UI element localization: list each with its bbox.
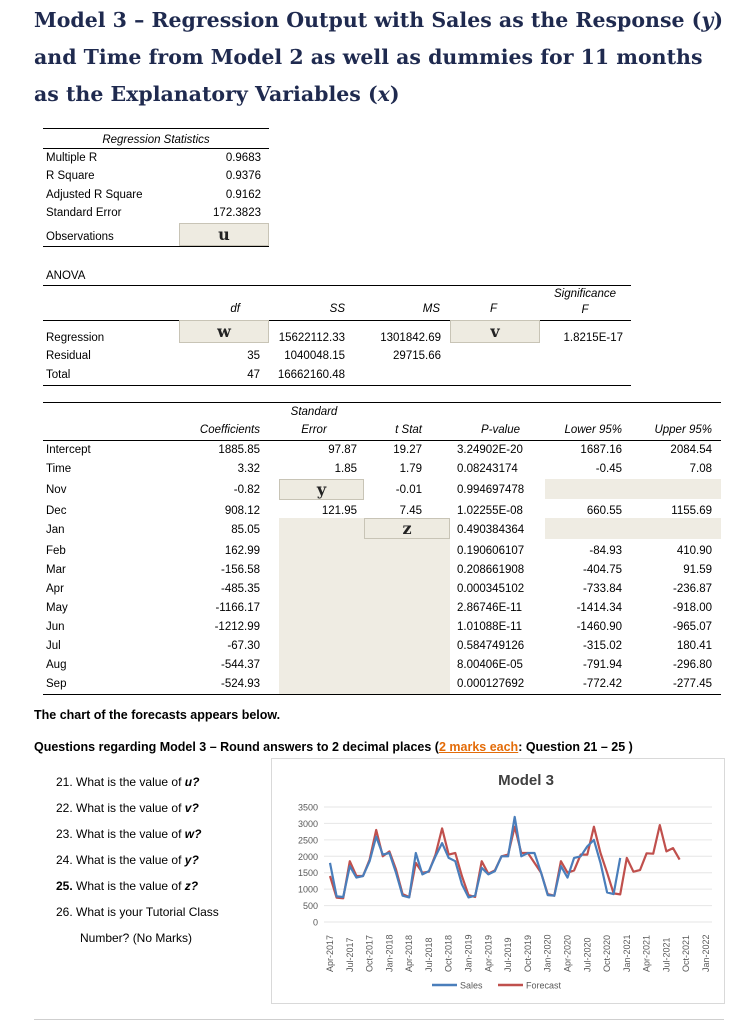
- coef-cell-t: 19.27: [393, 444, 422, 456]
- x-tick-label: Jan-2019: [463, 934, 474, 972]
- coef-cell-hi: -918.00: [672, 602, 712, 614]
- coef-cell-p: 0.490384364: [457, 524, 525, 536]
- x-tick-label: Apr-2018: [404, 934, 415, 972]
- x-tick-label: Jul-2018: [423, 937, 434, 972]
- coef-row-label: Mar: [46, 564, 66, 576]
- coef-cell-hi: 180.41: [676, 640, 712, 652]
- sales-series-line: [330, 817, 620, 898]
- coef-header-tstat: t Stat: [395, 424, 422, 436]
- anova-blank-v: v: [450, 320, 540, 343]
- coef-row-label: Jun: [46, 621, 65, 633]
- coef-row-label: Jul: [46, 640, 61, 652]
- coef-cell-hi: 410.90: [676, 545, 712, 557]
- y-tick-label: 2000: [297, 851, 318, 862]
- coef-cell-coef: 3.32: [237, 463, 260, 475]
- x-tick-label: Jan-2018: [384, 934, 395, 972]
- question-23: 23. What is the value of w?: [56, 827, 202, 841]
- coef-cell-lo: -84.93: [589, 545, 622, 557]
- coef-header-lower95: Lower 95%: [564, 424, 622, 436]
- coef-row-label: Time: [46, 463, 72, 475]
- coef-cell-coef: 1885.85: [218, 444, 260, 456]
- coef-cell-coef: -524.93: [220, 678, 260, 690]
- coef-cell-coef: -1166.17: [215, 602, 260, 614]
- question-21: 21. What is the value of u?: [56, 775, 200, 789]
- marks-note: 2 marks each: [438, 740, 519, 754]
- anova-df: 47: [247, 369, 260, 381]
- question-26-continued: Number? (No Marks): [80, 931, 193, 945]
- coef-cell-p: 0.994697478: [457, 484, 525, 496]
- question-25: 25. What is the value of z?: [56, 879, 199, 893]
- forecast-chart: [271, 758, 725, 1004]
- coef-row-label: Apr: [46, 583, 64, 595]
- coef-row-label: Sep: [46, 678, 67, 690]
- coef-cell-t: 1.79: [399, 463, 422, 475]
- coef-cell-coef: -0.82: [233, 484, 260, 496]
- coef-cell-lo: -1460.90: [576, 621, 622, 633]
- coef-cell-hi: -236.87: [672, 583, 712, 595]
- coef-cell-p: 8.00406E-05: [457, 659, 523, 671]
- question-24: 24. What is the value of y?: [56, 853, 199, 867]
- coef-cell-p: 0.208661908: [457, 564, 525, 576]
- coef-cell-lo: 660.55: [586, 505, 622, 517]
- x-tick-label: Apr-2019: [483, 934, 494, 972]
- coef-cell-p: 3.24902E-20: [457, 444, 523, 456]
- coef-cell-coef: 85.05: [231, 524, 260, 536]
- coef-cell-se: 97.87: [328, 444, 357, 456]
- coef-cell-lo: -772.42: [582, 678, 622, 690]
- anova-heading: ANOVA: [46, 270, 86, 282]
- y-tick-label: 3000: [297, 818, 318, 829]
- x-tick-label: Jul-2017: [344, 937, 355, 972]
- legend-forecast-label: Forecast: [526, 980, 562, 991]
- coef-cell-lo: 1687.16: [580, 444, 622, 456]
- coef-cell-lo: -733.84: [582, 583, 622, 595]
- anova-significance: 1.8215E-17: [563, 332, 623, 344]
- chart-title: Model 3: [498, 772, 554, 789]
- x-tick-label: Apr-2017: [325, 934, 335, 972]
- reg-stat-label: R Square: [46, 170, 95, 182]
- coef-cell-p: 1.01088E-11: [457, 621, 523, 633]
- coef-cell-t: -0.01: [395, 484, 422, 496]
- coef-cell-p: 0.190606107: [457, 545, 525, 557]
- coef-cell-lo: -1414.34: [576, 602, 622, 614]
- blank-nov-interval: [545, 479, 721, 499]
- coef-cell-lo: -315.02: [582, 640, 622, 652]
- coef-cell-p: 0.000127692: [457, 678, 525, 690]
- coef-header-coefficients: Coefficients: [199, 424, 260, 436]
- y-tick-label: 1500: [297, 868, 318, 879]
- x-tick-label: Jan-2022: [701, 934, 711, 972]
- x-tick-label: Apr-2020: [562, 934, 573, 972]
- coef-header-pvalue: P-value: [481, 424, 520, 436]
- anova-ms: 29715.66: [393, 350, 441, 362]
- y-tick-label: 500: [302, 901, 318, 912]
- questions-heading: Questions regarding Model 3 – Round answers to 2 decimal places (2 marks each: Question 21 – 25 ): [34, 740, 633, 754]
- observations-blank-u: u: [179, 223, 269, 246]
- x-tick-label: Oct-2020: [602, 934, 613, 972]
- anova-ss: 16662160.48: [277, 369, 345, 381]
- y-tick-label: 0: [312, 917, 318, 928]
- question-26: 26. What is your Tutorial Class: [56, 905, 219, 919]
- x-tick-label: Jul-2020: [582, 937, 593, 972]
- coef-cell-p: 0.584749126: [457, 640, 525, 652]
- reg-stat-label: Adjusted R Square: [46, 189, 143, 201]
- coef-cell-p: 0.08243174: [457, 463, 518, 475]
- coef-cell-coef: -1212.99: [214, 621, 260, 633]
- coef-header-standard: Standard: [290, 406, 338, 418]
- anova-row-label: Regression: [46, 332, 105, 344]
- coef-cell-hi: -296.80: [672, 659, 712, 671]
- coef-row-label: Intercept: [46, 444, 91, 456]
- anova-ms: 1301842.69: [380, 332, 441, 344]
- y-tick-label: 2500: [297, 835, 318, 846]
- coef-cell-lo: -0.45: [595, 463, 622, 475]
- coef-cell-hi: -277.45: [672, 678, 712, 690]
- reg-stat-value: 172.3823: [213, 207, 261, 219]
- x-tick-label: Oct-2018: [443, 934, 454, 972]
- coef-row-label: Aug: [46, 659, 67, 671]
- blank-tstat-column: [364, 539, 450, 694]
- anova-ss: 1040048.15: [284, 350, 345, 362]
- reg-stats-heading: Regression Statistics: [102, 134, 210, 146]
- coef-cell-coef: 908.12: [224, 505, 260, 517]
- chart-note: The chart of the forecasts appears below.: [34, 708, 281, 722]
- coef-cell-coef: 162.99: [224, 545, 260, 557]
- coef-cell-hi: 91.59: [683, 564, 712, 576]
- anova-ss: 15622112.33: [278, 332, 345, 344]
- coef-cell-hi: 7.08: [689, 463, 712, 475]
- x-tick-label: Jan-2021: [621, 934, 632, 972]
- coef-cell-p: 0.000345102: [457, 583, 525, 595]
- reg-stat-label: Multiple R: [46, 152, 98, 164]
- coef-cell-coef: -67.30: [227, 640, 260, 652]
- coef-blank-y: y: [279, 479, 364, 500]
- anova-header-ss: SS: [329, 303, 345, 315]
- reg-stat-value: 0.9683: [225, 152, 261, 164]
- coef-row-label: Jan: [46, 524, 65, 536]
- x-tick-label: Jul-2019: [503, 937, 514, 972]
- x-tick-label: Jul-2021: [661, 937, 672, 972]
- coef-header-upper95: Upper 95%: [654, 424, 712, 436]
- chart-svg: [272, 759, 724, 1003]
- coef-cell-p: 2.86746E-11: [457, 602, 523, 614]
- page-divider: [34, 1019, 724, 1020]
- coef-cell-se: 121.95: [321, 505, 357, 517]
- reg-stat-value: 0.9162: [225, 189, 261, 201]
- anova-header-f: F: [489, 303, 497, 315]
- coef-row-label: May: [46, 602, 68, 614]
- coef-cell-hi: 1155.69: [671, 505, 712, 517]
- anova-blank-w: w: [179, 320, 269, 343]
- observations-label: Observations: [46, 231, 114, 243]
- anova-row-label: Residual: [46, 350, 91, 362]
- coef-cell-lo: -404.75: [582, 564, 622, 576]
- coef-cell-hi: -965.07: [672, 621, 712, 633]
- legend-sales-label: Sales: [460, 980, 483, 991]
- coef-row-label: Dec: [46, 505, 67, 517]
- anova-df: 35: [247, 350, 260, 362]
- x-tick-label: Jan-2020: [542, 934, 553, 972]
- question-22: 22. What is the value of v?: [56, 801, 199, 815]
- x-tick-label: Apr-2021: [641, 934, 652, 972]
- x-tick-label: Oct-2019: [522, 934, 533, 972]
- blank-jan-interval: [545, 518, 721, 539]
- reg-stat-label: Standard Error: [46, 207, 122, 219]
- coef-cell-coef: -485.35: [220, 583, 260, 595]
- coef-cell-se: 1.85: [334, 463, 357, 475]
- reg-stat-value: 0.9376: [225, 170, 261, 182]
- anova-row-label: Total: [46, 369, 71, 381]
- x-tick-label: Oct-2021: [681, 934, 692, 972]
- anova-header-significance: Significance: [553, 288, 616, 300]
- coef-cell-p: 1.02255E-08: [457, 505, 523, 517]
- blank-se-column: [279, 518, 364, 694]
- coef-row-label: Feb: [46, 545, 66, 557]
- coef-cell-hi: 2084.54: [670, 444, 712, 456]
- x-tick-label: Oct-2017: [364, 934, 375, 972]
- forecast-series-line: [330, 825, 680, 898]
- coef-header-error: Error: [301, 424, 327, 436]
- page-title: Model 3 – Regression Output with Sales as the Response (y) and Time from Model 2 as well as dummies for 11 months as the Explanatory Variables (x): [34, 8, 724, 106]
- y-tick-label: 3500: [297, 802, 318, 813]
- coef-cell-coef: -544.37: [220, 659, 260, 671]
- coef-cell-lo: -791.94: [582, 659, 622, 671]
- coef-blank-z: z: [364, 518, 450, 539]
- y-tick-label: 1000: [297, 884, 318, 895]
- coef-cell-t: 7.45: [399, 505, 422, 517]
- anova-header-ms: MS: [422, 303, 440, 315]
- coef-cell-coef: -156.58: [220, 564, 260, 576]
- anova-header-df: df: [230, 303, 240, 315]
- anova-header-significance-f: F: [581, 304, 589, 316]
- coef-row-label: Nov: [46, 484, 67, 496]
